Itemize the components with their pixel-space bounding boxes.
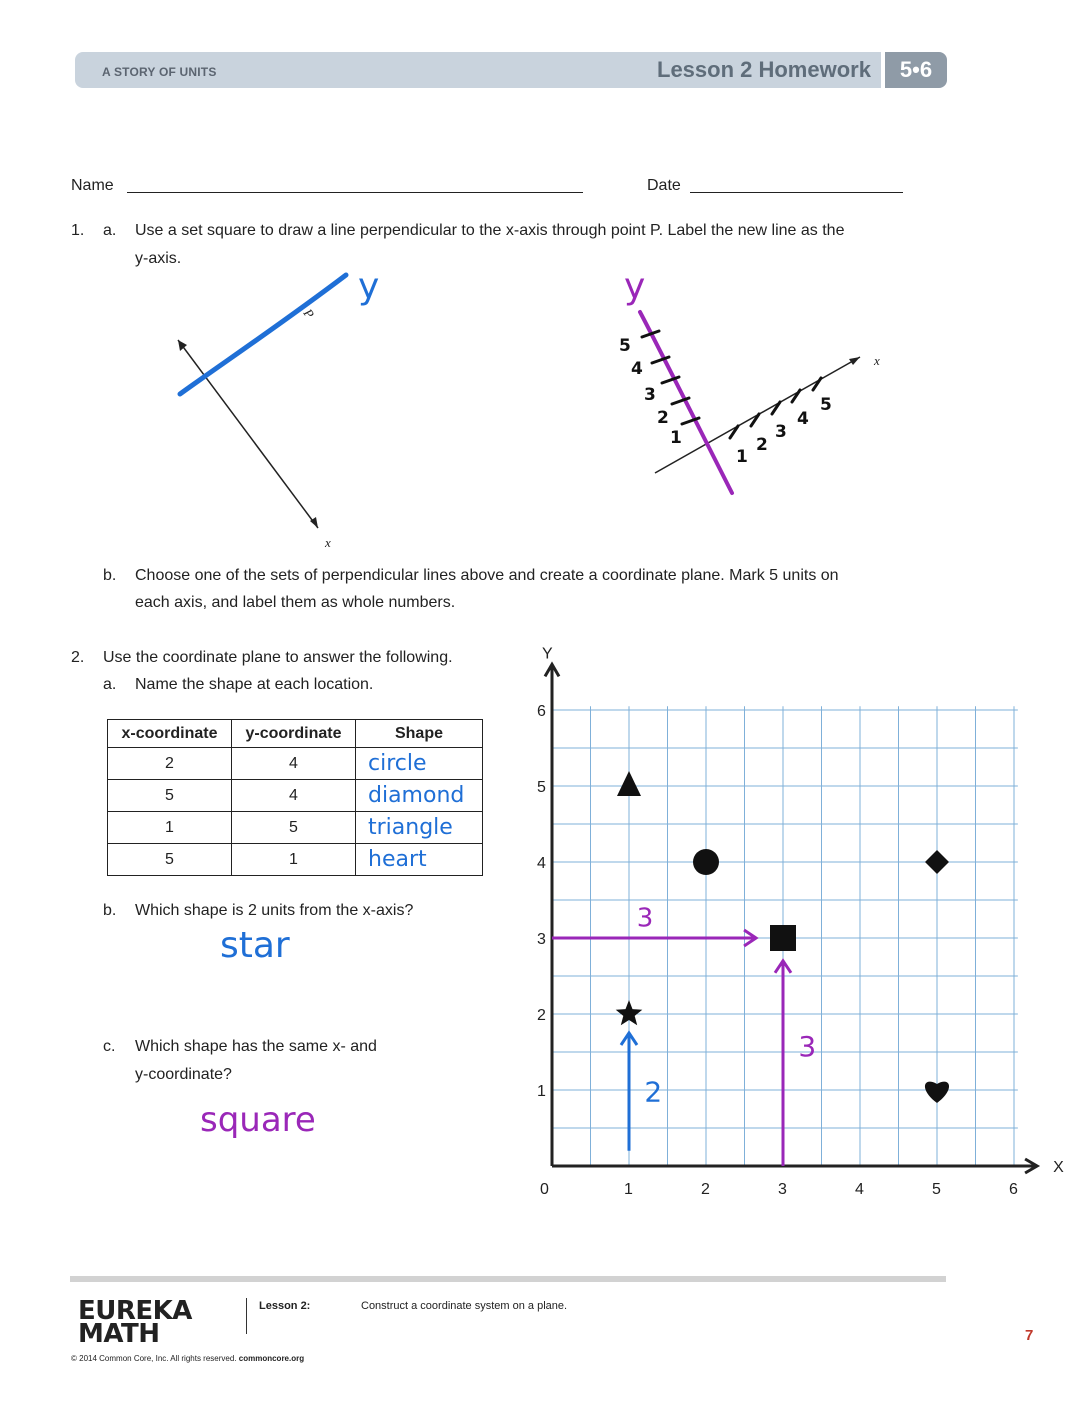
left-y-hand-label: y	[358, 266, 380, 307]
q1a-text-2: y-axis.	[135, 250, 182, 267]
cell-x: 5	[108, 780, 232, 812]
copyright: © 2014 Common Core, Inc. All rights reserved. commoncore.org	[71, 1354, 305, 1363]
footer-bar	[70, 1276, 946, 1282]
right-axis-arrow	[849, 357, 860, 365]
x-tick-label: 1	[624, 1181, 633, 1198]
date-label: Date	[647, 177, 681, 194]
cell-x: 5	[108, 844, 232, 876]
name-field[interactable]	[127, 192, 583, 193]
q1b-text-2: each axis, and label them as whole numbers.	[135, 594, 456, 611]
footer-divider	[246, 1298, 247, 1334]
q1a-text: Use a set square to draw a line perpendicular to the x-axis through point P. Label the new line as the	[135, 222, 845, 239]
right-y-tick-1: 1	[670, 428, 682, 448]
x-tick-label: 2	[701, 1181, 710, 1198]
table-header-x: x-coordinate	[108, 720, 232, 748]
cell-shape[interactable]: circle	[356, 748, 483, 780]
table-row	[108, 780, 483, 812]
page-number: 7	[1025, 1327, 1034, 1344]
footer-lesson-desc: Construct a coordinate system on a plane.	[361, 1300, 568, 1312]
cell-x: 1	[108, 812, 232, 844]
q2a-letter: a.	[103, 676, 117, 693]
table-row	[108, 812, 483, 844]
table-row	[108, 844, 483, 876]
left-hand-y-line	[180, 275, 346, 394]
x-axis-label: X	[1053, 1159, 1064, 1176]
left-x-axis-line	[178, 340, 318, 528]
table-header-y: y-coordinate	[232, 720, 356, 748]
q1b-letter: b.	[103, 567, 117, 584]
x-tick-label: 4	[855, 1181, 864, 1198]
table-header-row	[108, 720, 483, 748]
y-tick-label: 3	[537, 931, 546, 948]
cell-shape[interactable]: triangle	[356, 812, 483, 844]
name-label: Name	[71, 177, 114, 194]
right-x-tick-1: 1	[736, 447, 748, 467]
diamond-shape	[925, 850, 949, 874]
heart-shape	[925, 1082, 949, 1103]
q1-number: 1.	[71, 222, 85, 239]
x-tick-label: 3	[778, 1181, 787, 1198]
q2b-text: Which shape is 2 units from the x-axis?	[135, 902, 414, 919]
q2a-text: Name the shape at each location.	[135, 676, 374, 693]
q1-right-figure	[600, 260, 900, 510]
shape-table	[107, 719, 483, 876]
square-shape	[770, 925, 796, 951]
star-count-label: 2	[644, 1075, 663, 1109]
right-x-tick-4: 4	[797, 409, 809, 429]
right-x-label: x	[874, 353, 880, 368]
right-y-hand-label: y	[624, 266, 646, 307]
q1a-letter: a.	[103, 222, 117, 239]
horizontal-count-label: 3	[636, 903, 654, 934]
right-y-tick-5: 5	[619, 336, 631, 356]
q2b-letter: b.	[103, 902, 117, 919]
vertical-count-label: 3	[798, 1029, 817, 1063]
q1-left-figure	[160, 255, 390, 555]
y-axis-label: Y	[542, 645, 553, 663]
circle-shape	[693, 849, 719, 875]
cell-shape[interactable]: heart	[356, 844, 483, 876]
cell-x: 2	[108, 748, 232, 780]
series-title: A STORY OF UNITS	[102, 65, 217, 79]
y-tick-label: 5	[537, 779, 546, 796]
y-tick-label: 2	[537, 1007, 546, 1024]
table-header-shape: Shape	[356, 720, 483, 748]
q2c-text-2: y-coordinate?	[135, 1066, 232, 1083]
y-tick-label: 6	[537, 703, 546, 720]
q2c-text: Which shape has the same x- and	[135, 1038, 377, 1055]
right-y-tick-2: 2	[657, 408, 669, 428]
q2b-answer[interactable]: star	[220, 925, 290, 966]
cell-y: 1	[232, 844, 356, 876]
y-tick-label: 4	[537, 855, 546, 872]
triangle-shape	[617, 771, 641, 796]
eureka-math-logo: EUREKA MATH	[78, 1296, 192, 1349]
table-row	[108, 748, 483, 780]
cell-y: 4	[232, 780, 356, 812]
left-x-label: x	[325, 535, 331, 550]
x-tick-label: 5	[932, 1181, 941, 1198]
right-y-tick-4: 4	[631, 359, 643, 379]
cell-y: 4	[232, 748, 356, 780]
right-x-tick-5: 5	[820, 395, 832, 415]
grade-module-badge: 5•6	[885, 52, 947, 88]
x-tick-label: 0	[540, 1181, 549, 1198]
y-tick-label: 1	[537, 1083, 546, 1100]
x-tick-label: 6	[1009, 1181, 1018, 1198]
left-point-label: P	[300, 305, 318, 322]
cell-y: 5	[232, 812, 356, 844]
coordinate-plane	[520, 630, 1070, 1210]
q2c-answer[interactable]: square	[200, 1100, 316, 1140]
q2-intro: Use the coordinate plane to answer the following.	[103, 649, 453, 666]
right-y-tick-3: 3	[644, 385, 656, 405]
footer-lesson-label: Lesson 2:	[259, 1300, 311, 1312]
right-x-tick-2: 2	[756, 435, 768, 455]
lesson-title: Lesson 2 Homework	[657, 57, 871, 82]
date-field[interactable]	[690, 192, 903, 193]
cell-shape[interactable]: diamond	[356, 780, 483, 812]
right-x-tick-3: 3	[775, 422, 787, 442]
q2c-letter: c.	[103, 1038, 116, 1055]
q1b-text: Choose one of the sets of perpendicular lines above and create a coordinate plane. Mark 5 units on	[135, 567, 839, 584]
q2-number: 2.	[71, 649, 85, 666]
